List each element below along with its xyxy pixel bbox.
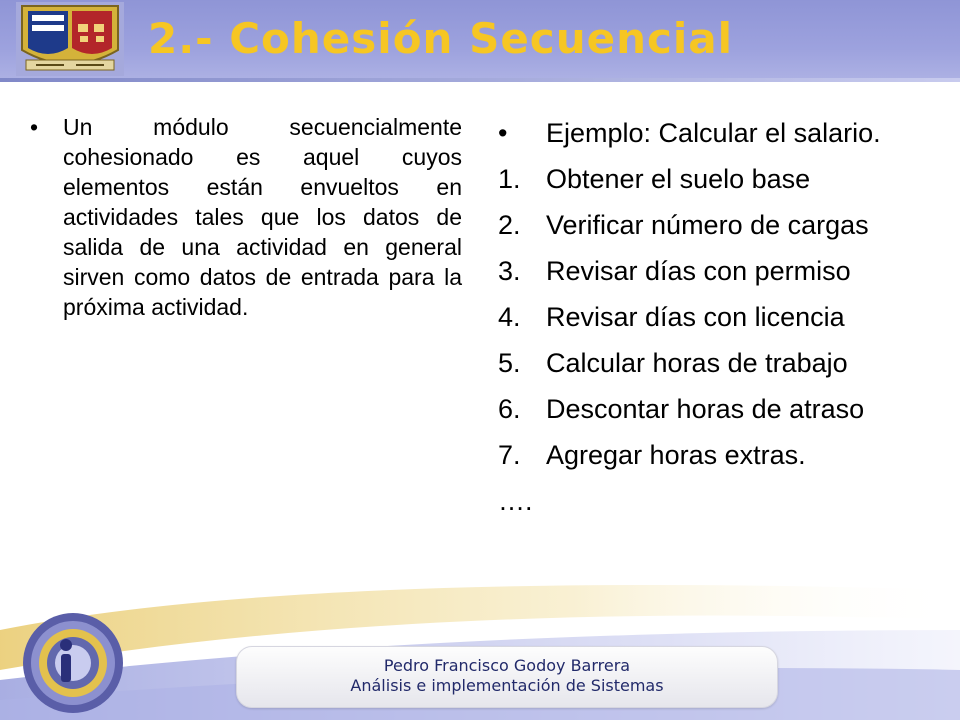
step-text: Agregar horas extras. bbox=[546, 440, 806, 470]
step-text: Calcular horas de trabajo bbox=[546, 348, 848, 378]
step-text: Obtener el suelo base bbox=[546, 164, 811, 194]
footer-course: Análisis e implementación de Sistemas bbox=[350, 676, 664, 695]
right-column bbox=[498, 116, 916, 519]
step-text: Revisar días con permiso bbox=[546, 256, 851, 286]
left-bullet-text: Un módulo secuencialmente cohesionado es aquel cuyos elementos están envueltos en actividades tales que los datos de salida de una actividad en general sirven como datos de entrada para la próxima actividad. bbox=[63, 114, 462, 320]
step-text: Revisar días con licencia bbox=[546, 302, 845, 332]
footer-banner bbox=[236, 646, 778, 708]
step-text: Verificar número de cargas bbox=[546, 210, 869, 240]
header-underline bbox=[0, 78, 960, 82]
step-number: 5. bbox=[498, 348, 521, 378]
step-text: Descontar horas de atraso bbox=[546, 394, 865, 424]
step-number: 1. bbox=[498, 164, 521, 194]
step-item bbox=[498, 208, 916, 243]
left-column bbox=[30, 112, 462, 322]
steps-list bbox=[498, 162, 916, 473]
step-number: 4. bbox=[498, 302, 521, 332]
step-number: 3. bbox=[498, 256, 521, 286]
example-bullet bbox=[498, 116, 916, 151]
step-item bbox=[498, 346, 916, 381]
step-item bbox=[498, 392, 916, 427]
step-number: 7. bbox=[498, 440, 521, 470]
step-number: 6. bbox=[498, 394, 521, 424]
step-item bbox=[498, 162, 916, 197]
step-number: 2. bbox=[498, 210, 521, 240]
slide-title: 2.- Cohesión Secuencial bbox=[148, 14, 734, 63]
bullet-icon: • bbox=[498, 118, 508, 148]
step-item bbox=[498, 300, 916, 335]
step-item bbox=[498, 254, 916, 289]
left-bullet bbox=[30, 112, 462, 322]
circle-i-logo bbox=[18, 608, 128, 718]
bullet-icon: • bbox=[30, 114, 39, 140]
university-crest-logo bbox=[16, 2, 124, 76]
step-item bbox=[498, 438, 916, 473]
continuation-ellipsis: …. bbox=[498, 486, 533, 516]
footer-author: Pedro Francisco Godoy Barrera bbox=[383, 656, 631, 675]
example-intro: Ejemplo: Calcular el salario. bbox=[546, 118, 881, 148]
